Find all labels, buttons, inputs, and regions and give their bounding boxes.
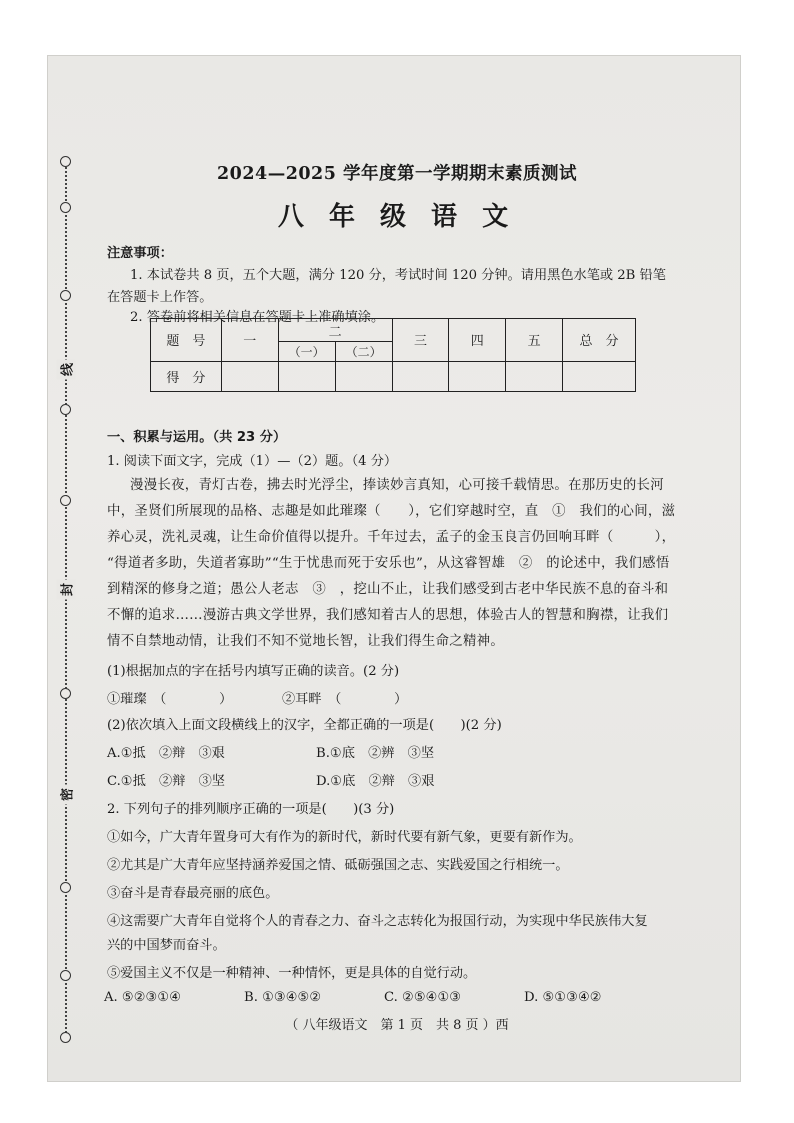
score-col-4: 四 bbox=[449, 319, 506, 362]
score-cell bbox=[335, 361, 392, 391]
binding-hole bbox=[60, 290, 71, 301]
binding-hole bbox=[60, 882, 71, 893]
score-row-label: 题 号 bbox=[151, 319, 222, 362]
sentence-1: ①如今，广大青年置身可大有作为的新时代，新时代要有新气象，更要有新作为。 bbox=[107, 830, 582, 845]
score-col-5: 五 bbox=[506, 319, 563, 362]
question-1-1: (1)根据加点的字在括号内填写正确的读音。(2 分) bbox=[107, 664, 400, 679]
passage-line: 漫漫长夜，青灯古卷，拂去时光浮尘，捧读妙言真知，心可接千载情思。在那历史的长河 bbox=[130, 478, 664, 493]
binding-mark-feng: 封 bbox=[57, 580, 76, 600]
score-col-2: 二 bbox=[278, 319, 392, 342]
passage-line: 养心灵，洗礼灵魂，让生命价值得以提升。千年过去，孟子的金玉良言仍回响耳畔（ ）， bbox=[107, 530, 676, 545]
passage-line: 情不自禁地动情，让我们不知不觉地长智，让我们得生命之精神。 bbox=[107, 634, 505, 649]
option-d: D.①底 ②辩 ③艰 bbox=[316, 774, 435, 789]
binding-mark-xian: 线 bbox=[57, 360, 76, 380]
binding-hole bbox=[60, 970, 71, 981]
notes-item-2: 2. 答卷前将相关信息在答题卡上准确填涂。 bbox=[130, 310, 385, 325]
score-cell bbox=[278, 361, 335, 391]
score-cell bbox=[563, 361, 636, 391]
score-col-2a: （一） bbox=[278, 342, 335, 361]
score-cell bbox=[506, 361, 563, 391]
binding-hole bbox=[60, 1032, 71, 1043]
page-footer: （ 八年级语文 第 1 页 共 8 页 ）西 bbox=[285, 1018, 509, 1033]
score-cell bbox=[392, 361, 449, 391]
option-d: D. ⑤①③④② bbox=[524, 990, 602, 1005]
sentence-5: ⑤爱国主义不仅是一种精神、一种情怀，更是具体的自觉行动。 bbox=[107, 966, 477, 981]
score-col-2b: （二） bbox=[335, 342, 392, 361]
option-b: B. ①③④⑤② bbox=[244, 990, 322, 1005]
notes-heading: 注意事项： bbox=[107, 246, 173, 261]
score-cell bbox=[449, 361, 506, 391]
pinyin-answer-a: ①璀璨 （ ） bbox=[107, 692, 233, 707]
score-row-label-2: 得 分 bbox=[151, 361, 222, 391]
binding-hole bbox=[60, 688, 71, 699]
question-1-2: (2)依次填入上面文段横线上的汉字，全都正确的一项是( )(2 分) bbox=[107, 718, 502, 733]
binding-hole bbox=[60, 404, 71, 415]
notes-item-1: 1. 本试卷共 8 页，五个大题，满分 120 分，考试时间 120 分钟。请用黑色水笔或 2B 铅笔 bbox=[130, 268, 666, 283]
notes-item-1-cont: 在答题卡上作答。 bbox=[107, 290, 213, 305]
score-cell bbox=[221, 361, 278, 391]
question-2-prompt: 2. 下列句子的排列顺序正确的一项是( )(3 分) bbox=[107, 802, 395, 817]
passage-line: “得道者多助，失道者寡助”“生于忧患而死于安乐也”，从这睿智雄 ② 的论述中，我们感悟 bbox=[107, 556, 670, 571]
score-table bbox=[150, 318, 636, 392]
sentence-4: ④这需要广大青年自觉将个人的青春之力、奋斗之志转化为报国行动，为实现中华民族伟大复 bbox=[107, 914, 648, 929]
subject-title: 八 年 级 语 文 bbox=[277, 202, 517, 232]
sentence-3: ③奋斗是青春最亮丽的底色。 bbox=[107, 886, 279, 901]
option-c: C. ②⑤④①③ bbox=[384, 990, 462, 1005]
score-col-3: 三 bbox=[392, 319, 449, 362]
score-col-total: 总 分 bbox=[563, 319, 636, 362]
option-c: C.①抵 ②辩 ③坚 bbox=[107, 774, 225, 789]
section-1-heading: 一、积累与运用。（共 23 分） bbox=[107, 430, 287, 445]
sentence-4-cont: 兴的中国梦而奋斗。 bbox=[107, 938, 226, 953]
binding-mark-mi: 密 bbox=[57, 785, 76, 805]
pinyin-answer-b: ②耳畔 （ ） bbox=[282, 692, 408, 707]
option-b: B.①底 ②辨 ③坚 bbox=[316, 746, 435, 761]
binding-margin bbox=[60, 160, 76, 1040]
binding-hole bbox=[60, 495, 71, 506]
exam-title: 2024—2025 学年度第一学期期末素质测试 bbox=[216, 164, 577, 184]
passage-line: 到精深的修身之道；愚公人老志 ③ ，挖山不止，让我们感受到古老中华民族不息的奋斗和 bbox=[107, 582, 669, 597]
passage-line: 不懈的追求……漫游古典文学世界，我们感知着古人的思想，体验古人的智慧和胸襟，让我们 bbox=[107, 608, 669, 623]
sentence-2: ②尤其是广大青年应坚持涵养爱国之情、砥砺强国之志、实践爱国之行相统一。 bbox=[107, 858, 569, 873]
score-col-1: 一 bbox=[221, 319, 278, 362]
option-a: A. ⑤②③①④ bbox=[104, 990, 182, 1005]
passage-line: 中，圣贤们所展现的品格、志趣是如此璀璨（ ），它们穿越时空，直 ① 我们的心间，滋 bbox=[107, 504, 676, 519]
option-a: A.①抵 ②辩 ③艰 bbox=[107, 746, 225, 761]
question-1-prompt: 1. 阅读下面文字，完成（1）—（2）题。（4 分） bbox=[107, 454, 398, 469]
